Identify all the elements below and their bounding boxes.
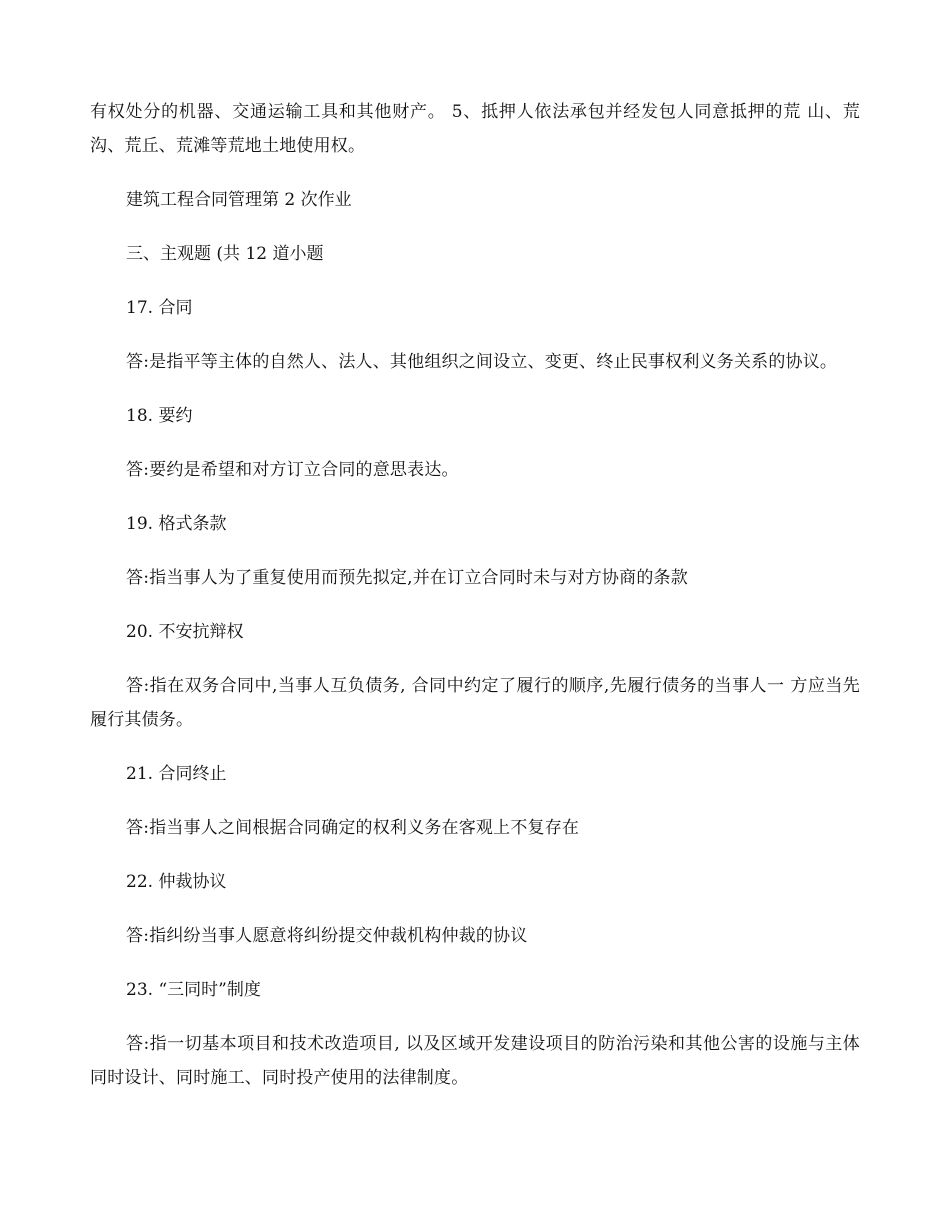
question-17: 17. 合同 xyxy=(126,298,193,318)
question-19: 19. 格式条款 xyxy=(126,514,227,534)
question-18: 18. 要约 xyxy=(126,406,193,426)
answer-18: 答:要约是希望和对方订立合同的意思表达。 xyxy=(126,460,459,480)
question-23: 23. “三同时”制度 xyxy=(126,980,261,1000)
document-body xyxy=(90,95,860,1115)
answer-19: 答:指当事人为了重复使用而预先拟定,并在订立合同时未与对方协商的条款 xyxy=(126,568,688,588)
assignment-title: 建筑工程合同管理第 2 次作业 xyxy=(126,190,352,210)
answer-21: 答:指当事人之间根据合同确定的权利义务在客观上不复存在 xyxy=(126,818,580,838)
question-21: 21. 合同终止 xyxy=(126,764,227,784)
answer-17: 答:是指平等主体的自然人、法人、其他组织之间设立、变更、终止民事权利义务关系的协议。 xyxy=(126,352,838,372)
question-20: 20. 不安抗辩权 xyxy=(126,622,244,642)
answer-22: 答:指纠纷当事人愿意将纠纷提交仲裁机构仲裁的协议 xyxy=(126,926,528,946)
paragraph-continuation: 有权处分的机器、交通运输工具和其他财产。 5、抵押人依法承包并经发包人同意抵押的荒 山、荒沟、荒丘、荒滩等荒地土地使用权。 xyxy=(90,102,860,156)
answer-20: 答:指在双务合同中,当事人互负债务, 合同中约定了履行的顺序,先履行债务的当事人一 方应当先履行其债务。 xyxy=(90,676,860,730)
answer-23: 答:指一切基本项目和技术改造项目, 以及区域开发建设项目的防治污染和其他公害的设施与主体同时设计、同时施工、同时投产使用的法律制度。 xyxy=(90,1034,860,1088)
question-22: 22. 仲裁协议 xyxy=(126,872,227,892)
section-heading: 三、主观题 (共 12 道小题 xyxy=(126,244,324,264)
